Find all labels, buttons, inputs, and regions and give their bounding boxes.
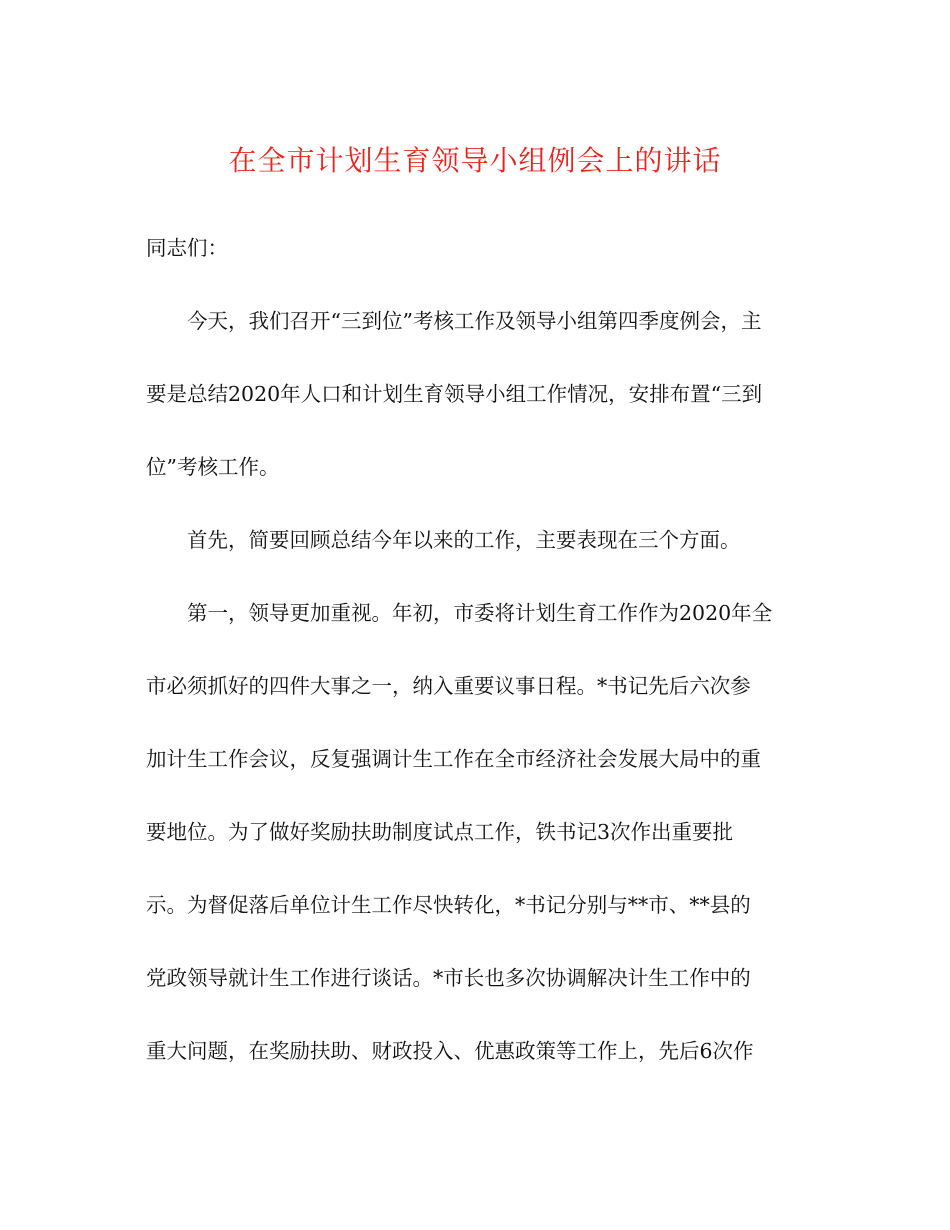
paragraph-line: 今天，我们召开“三到位”考核工作及领导小组第四季度例会，主 <box>187 309 762 333</box>
paragraph-line: 市必须抓好的四件大事之一，纳入重要议事日程。*书记先后六次参 <box>146 674 751 698</box>
paragraph-line: 示。为督促落后单位计生工作尽快转化，*书记分别与**市、**县的 <box>146 893 751 917</box>
paragraph-line: 首先，简要回顾总结今年以来的工作，主要表现在三个方面。 <box>187 528 741 552</box>
document-title: 在全市计划生育领导小组例会上的讲话 <box>228 144 722 177</box>
paragraph-line: 加计生工作会议，反复强调计生工作在全市经济社会发展大局中的重 <box>146 747 761 771</box>
paragraph-line: 重大问题，在奖励扶助、财政投入、优惠政策等工作上，先后6次作 <box>146 1039 754 1063</box>
paragraph-line: 第一，领导更加重视。年初，市委将计划生育工作作为2020年全 <box>187 601 773 625</box>
paragraph-line: 要地位。为了做好奖励扶助制度试点工作，铁书记3次作出重要批 <box>146 820 734 844</box>
paragraph-line: 要是总结2020年人口和计划生育领导小组工作情况，安排布置“三到 <box>146 382 763 406</box>
paragraph-line: 党政领导就计生工作进行谈话。*市长也多次协调解决计生工作中的 <box>146 966 751 990</box>
paragraph-line: 位”考核工作。 <box>146 455 280 479</box>
salutation: 同志们： <box>146 236 228 260</box>
